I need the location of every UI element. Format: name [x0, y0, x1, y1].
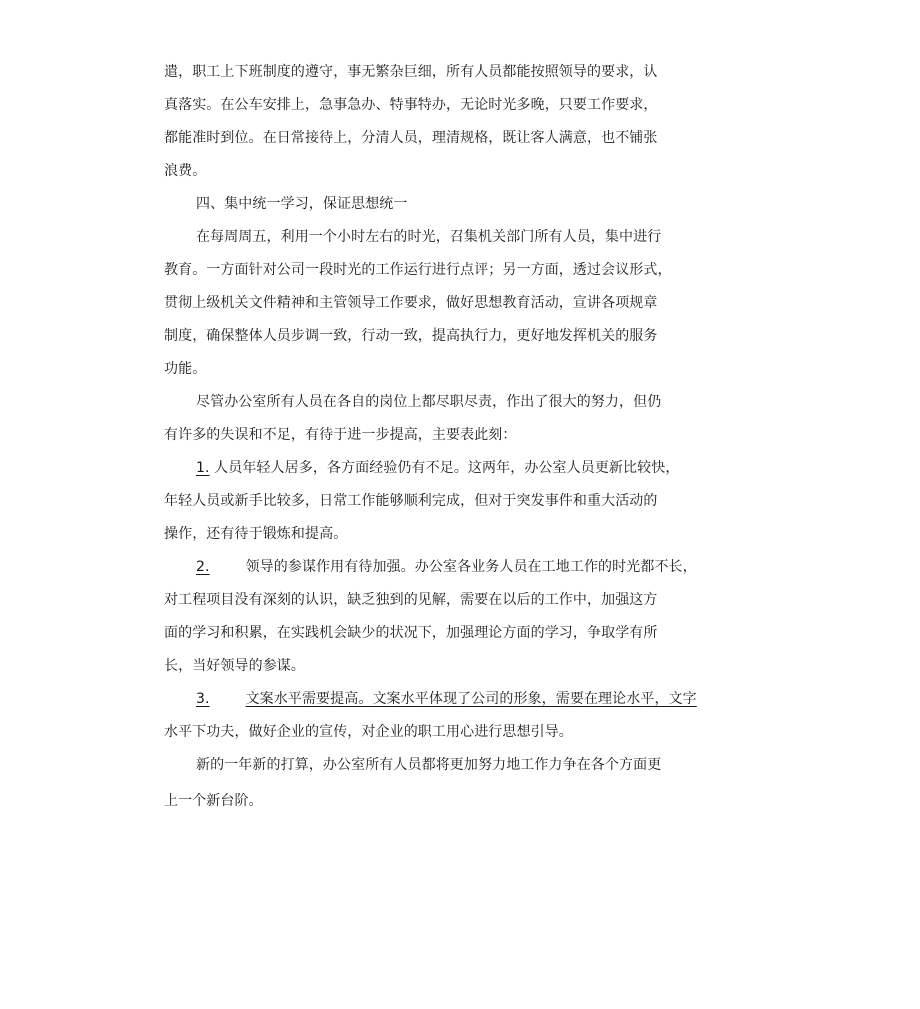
text-line: 真落实。在公车安排上，急事急办、特事特办，无论时光多晚，只要工作要求， [164, 97, 658, 113]
text-line: 对工程项目没有深刻的认识，缺乏独到的见解，需要在以后的工作中，加强这方 [164, 592, 658, 608]
text-line: 长，当好领导的参谋。 [164, 658, 305, 674]
text-line: 制度，确保整体人员步调一致，行动一致，提高执行力，更好地发挥机关的服务 [164, 328, 658, 344]
text-line: 操作，还有待于锻炼和提高。 [164, 526, 348, 542]
list-item-2 [196, 557, 697, 577]
text-line: 遣，职工上下班制度的遵守，事无繁杂巨细，所有人员都能按照领导的要求，认 [164, 64, 658, 80]
text-line: 新的一年新的打算，办公室所有人员都将更加努力地工作力争在各个方面更 [196, 757, 662, 773]
item-text: 人员年轻人居多，各方面经验仍有不足。这两年，办公室人员更新比较快， [214, 460, 680, 476]
text-line: 年轻人员或新手比较多，日常工作能够顺利完成，但对于突发事件和重大活动的 [164, 493, 658, 509]
text-line: 都能准时到位。在日常接待上，分清人员，理清规格，既让客人满意，也不铺张 [164, 130, 658, 146]
item-text: 文案水平需要提高。文案水平体现了公司的形象，需要在理论水平，文字 [245, 691, 697, 707]
item-number: 3. [196, 691, 210, 707]
text-line: 教育。一方面针对公司一段时光的工作运行进行点评；另一方面，透过会议形式， [164, 262, 672, 278]
text-line: 浪费。 [164, 163, 207, 179]
item-number: 2. [196, 559, 210, 575]
text-line: 面的学习和积累，在实践机会缺少的状况下，加强理论方面的学习，争取学有所 [164, 625, 658, 641]
text-line: 有许多的失误和不足，有待于进一步提高，主要表此刻： [164, 427, 517, 443]
text-line: 在每周周五，利用一个小时左右的时光，召集机关部门所有人员，集中进行 [196, 229, 662, 245]
item-number: 1. [196, 460, 210, 476]
text-line: 上一个新台阶。 [164, 793, 263, 809]
text-line: 尽管办公室所有人员在各自的岗位上都尽职尽责，作出了很大的努力，但仍 [196, 394, 662, 410]
text-line: 贯彻上级机关文件精神和主管领导工作要求，做好思想教育活动，宣讲各项规章 [164, 295, 658, 311]
section-heading: 四、集中统一学习，保证思想统一 [196, 196, 408, 212]
list-item-3 [196, 689, 697, 709]
list-item-1 [196, 458, 679, 478]
text-line: 功能。 [164, 361, 207, 377]
text-line: 水平下功夫，做好企业的宣传，对企业的职工用心进行思想引导。 [164, 724, 573, 740]
item-text: 领导的参谋作用有待加强。办公室各业务人员在工地工作的时光都不长， [245, 559, 697, 575]
